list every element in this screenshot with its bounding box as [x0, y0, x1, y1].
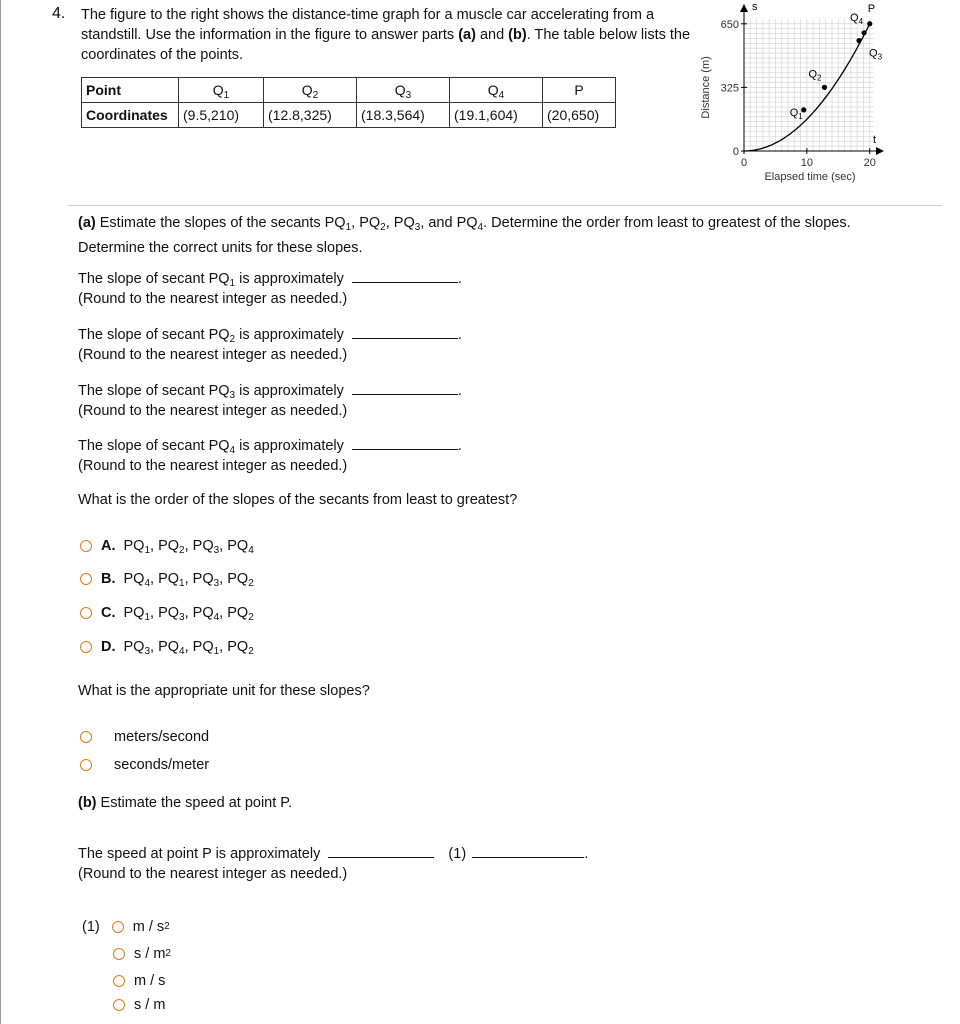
slope-pq4-input[interactable] — [352, 435, 458, 450]
x-axis-letter: t — [873, 134, 877, 146]
table-header-p: P — [543, 78, 616, 103]
question-number: 4. — [52, 5, 66, 22]
order-choice-b[interactable]: B. $PQ_4$, $PQ_1$, $PQ_3$, $PQ_2$ — [80, 571, 254, 587]
y-axis-letter: s — [752, 1, 758, 13]
table-header-q4: $Q_4$ — [450, 78, 543, 103]
table-cell: (19.1,604) — [450, 103, 543, 128]
radio-circle-icon[interactable] — [112, 921, 124, 933]
part-a-instructions: (a) Estimate the slopes of the secants $PQ_1$, $PQ_2$, $PQ_3$, and $PQ_4$. Determine the order from least to greatest of the slopes. Determine the correct units for these slopes. — [78, 215, 851, 256]
round-note: (Round to the nearest integer as needed.) — [78, 866, 348, 882]
y-tick-label: 325 — [720, 82, 739, 95]
radio-circle-icon[interactable] — [80, 607, 92, 619]
table-cell: (20,650) — [543, 103, 616, 128]
speed-unit-choice-m-per-s2[interactable]: (1) m / s 2 — [82, 919, 170, 935]
speed-unit-choice-s-per-m2[interactable]: s / m 2 — [113, 946, 171, 962]
y-axis-arrow-icon — [740, 4, 748, 12]
question-prompt: The figure to the right shows the distance-time graph for a muscle car accelerating from a standstill. Use the information in the figure to answer parts (a) and (b). The table below lists the coordinates of the points. — [81, 7, 691, 63]
x-axis-arrow-icon — [876, 147, 884, 155]
radio-circle-icon[interactable] — [80, 573, 92, 585]
section-divider — [68, 205, 942, 206]
point-label: $Q_2$ — [808, 68, 822, 83]
slope-pq4-row: The slope of secant $PQ_4$ is approximately . (Round to the nearest integer as needed.) — [78, 435, 462, 476]
round-note: (Round to the nearest integer as needed.) — [78, 458, 348, 474]
x-tick-label: 0 — [740, 157, 748, 169]
radio-circle-icon[interactable] — [113, 999, 125, 1011]
order-choice-a[interactable]: A. $PQ_1$, $PQ_2$, $PQ_3$, $PQ_4$ — [80, 538, 254, 554]
speed-input[interactable] — [328, 843, 434, 858]
data-point — [822, 85, 827, 90]
table-row-label: Point — [82, 78, 179, 103]
table-header-q3: $Q_3$ — [357, 78, 450, 103]
graph-svg — [696, 0, 960, 200]
unit-question: What is the appropriate unit for these slopes? — [78, 683, 370, 699]
points-table — [81, 77, 616, 128]
radio-circle-icon[interactable] — [80, 540, 92, 552]
x-axis-label: Elapsed time (sec) — [764, 171, 856, 183]
table-row — [82, 103, 616, 128]
table-cell: (12.8,325) — [264, 103, 357, 128]
point-label: $Q_4$ — [850, 11, 864, 26]
unit-choice-seconds-per-meter[interactable]: seconds/meter — [80, 757, 209, 773]
slope-pq3-row: The slope of secant $PQ_3$ is approximately . (Round to the nearest integer as needed.) — [78, 380, 462, 421]
round-note: (Round to the nearest integer as needed.) — [78, 291, 348, 307]
point-label: P — [867, 2, 876, 15]
x-tick-label: 20 — [863, 157, 876, 169]
table-cell: (18.3,564) — [357, 103, 450, 128]
round-note: (Round to the nearest integer as needed.) — [78, 347, 348, 363]
table-header-q2: $Q_2$ — [264, 78, 357, 103]
distance-time-graph — [696, 0, 960, 200]
slope-pq3-input[interactable] — [352, 380, 458, 395]
slope-pq1-row: The slope of secant $PQ_1$ is approximately . (Round to the nearest integer as needed.) — [78, 268, 462, 309]
order-choice-c[interactable]: C. $PQ_1$, $PQ_3$, $PQ_4$, $PQ_2$ — [80, 605, 254, 621]
unit-choice-meters-per-second[interactable]: meters/second — [80, 729, 209, 745]
point-label: $Q_3$ — [869, 47, 883, 62]
table-header-q1: $Q_1$ — [179, 78, 264, 103]
radio-circle-icon[interactable] — [80, 731, 92, 743]
speed-unit-blank[interactable] — [472, 843, 584, 858]
round-note: (Round to the nearest integer as needed.) — [78, 403, 348, 419]
slope-pq1-input[interactable] — [352, 268, 458, 283]
radio-circle-icon[interactable] — [80, 641, 92, 653]
radio-circle-icon[interactable] — [113, 948, 125, 960]
table-row-label: Coordinates — [82, 103, 179, 128]
slope-pq2-input[interactable] — [352, 324, 458, 339]
data-point — [861, 30, 866, 35]
y-axis-label: Distance (m) — [700, 56, 712, 119]
table-header-row — [82, 78, 616, 103]
data-point — [856, 38, 861, 43]
order-choice-d[interactable]: D. $PQ_3$, $PQ_4$, $PQ_1$, $PQ_2$ — [80, 639, 254, 655]
radio-circle-icon[interactable] — [113, 975, 125, 987]
slope-pq2-row: The slope of secant $PQ_2$ is approximately . (Round to the nearest integer as needed.) — [78, 324, 462, 365]
y-tick-label: 0 — [732, 146, 739, 158]
table-cell: (9.5,210) — [179, 103, 264, 128]
speed-unit-choice-s-per-m[interactable]: s / m — [113, 997, 165, 1013]
page-left-border — [0, 0, 1, 1024]
x-tick-label: 10 — [800, 157, 813, 169]
speed-row: The speed at point P is approximately (1) . (Round to the nearest integer as needed.) — [78, 843, 588, 884]
speed-unit-choice-m-per-s[interactable]: m / s — [113, 973, 165, 989]
part-b-heading: (b) Estimate the speed at point P. — [78, 795, 293, 811]
y-tick-label: 650 — [720, 18, 739, 31]
data-point — [867, 21, 872, 26]
order-question: What is the order of the slopes of the secants from least to greatest? — [78, 492, 518, 508]
point-label: $Q_1$ — [789, 106, 803, 121]
radio-circle-icon[interactable] — [80, 759, 92, 771]
